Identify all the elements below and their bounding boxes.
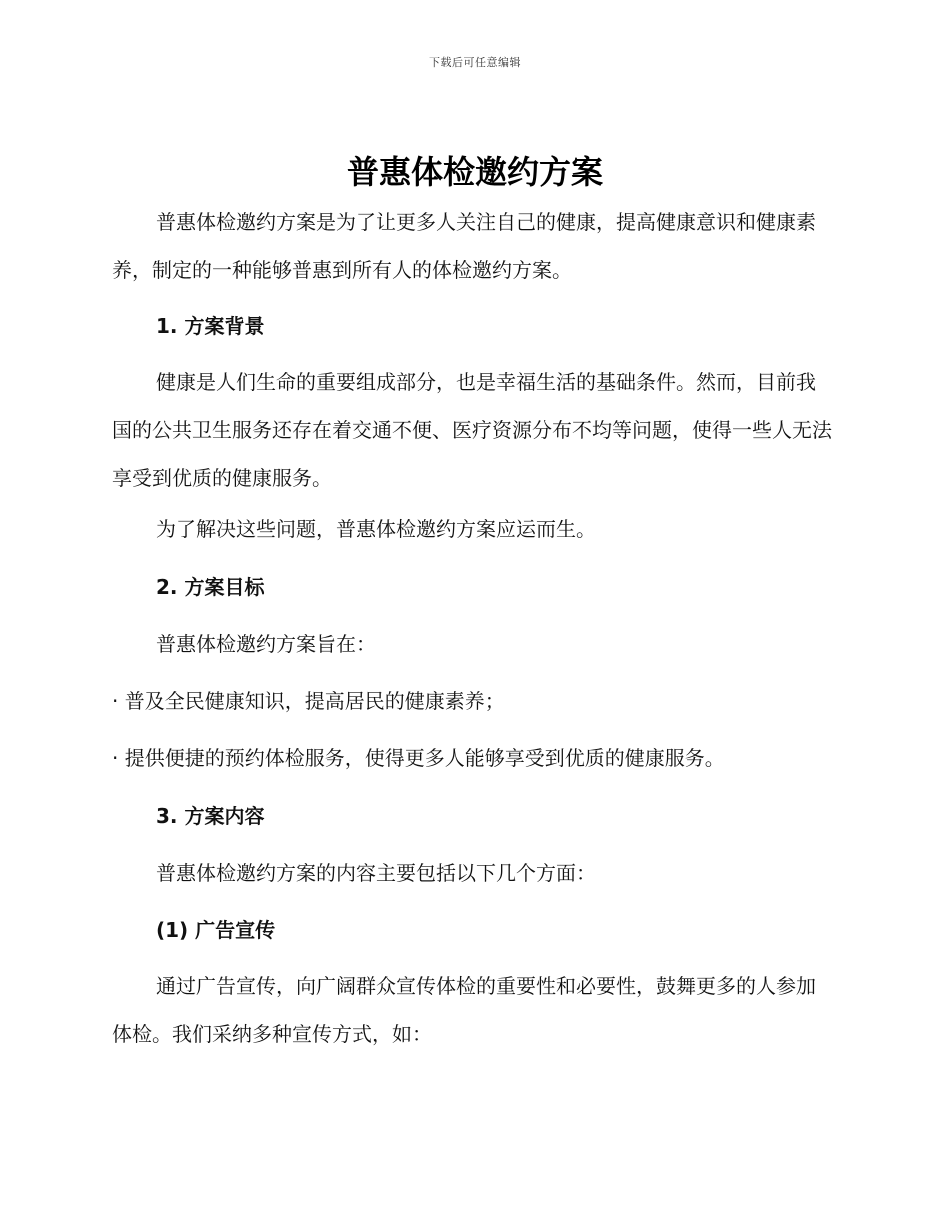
advertising-paragraph: 通过广告宣传，向广阔群众宣传体检的重要性和必要性，鼓舞更多的人参加体检。我们采纳多种宣传方式，如： — [112, 974, 816, 1046]
intro-paragraph: 普惠体检邀约方案是为了让更多人关注自己的健康，提高健康意识和健康素养，制定的一种能够普惠到所有人的体检邀约方案。 — [112, 210, 816, 282]
section-heading-content: 3. 方案内容 — [156, 804, 265, 828]
document-title: 普惠体检邀约方案 — [346, 153, 603, 191]
goal-bullet-item: · 提供便捷的预约体检服务，使得更多人能够享受到优质的健康服务。 — [112, 746, 725, 770]
background-conclusion-paragraph: 为了解决这些问题，普惠体检邀约方案应运而生。 — [156, 517, 596, 541]
goals-intro-paragraph: 普惠体检邀约方案旨在： — [156, 632, 376, 656]
subsection-heading-advertising: (1) 广告宣传 — [156, 918, 276, 942]
content-intro-paragraph: 普惠体检邀约方案的内容主要包括以下几个方面： — [156, 861, 596, 885]
goal-bullet-item: · 普及全民健康知识，提高居民的健康素养； — [112, 689, 505, 713]
section-heading-goals: 2. 方案目标 — [156, 575, 265, 599]
section-heading-background: 1. 方案背景 — [156, 314, 265, 338]
background-paragraph: 健康是人们生命的重要组成部分，也是幸福生活的基础条件。然而，目前我国的公共卫生服务还存在着交通不便、医疗资源分布不均等问题，使得一些人无法享受到优质的健康服务。 — [112, 370, 832, 490]
header-note: 下载后可任意编辑 — [429, 56, 521, 69]
